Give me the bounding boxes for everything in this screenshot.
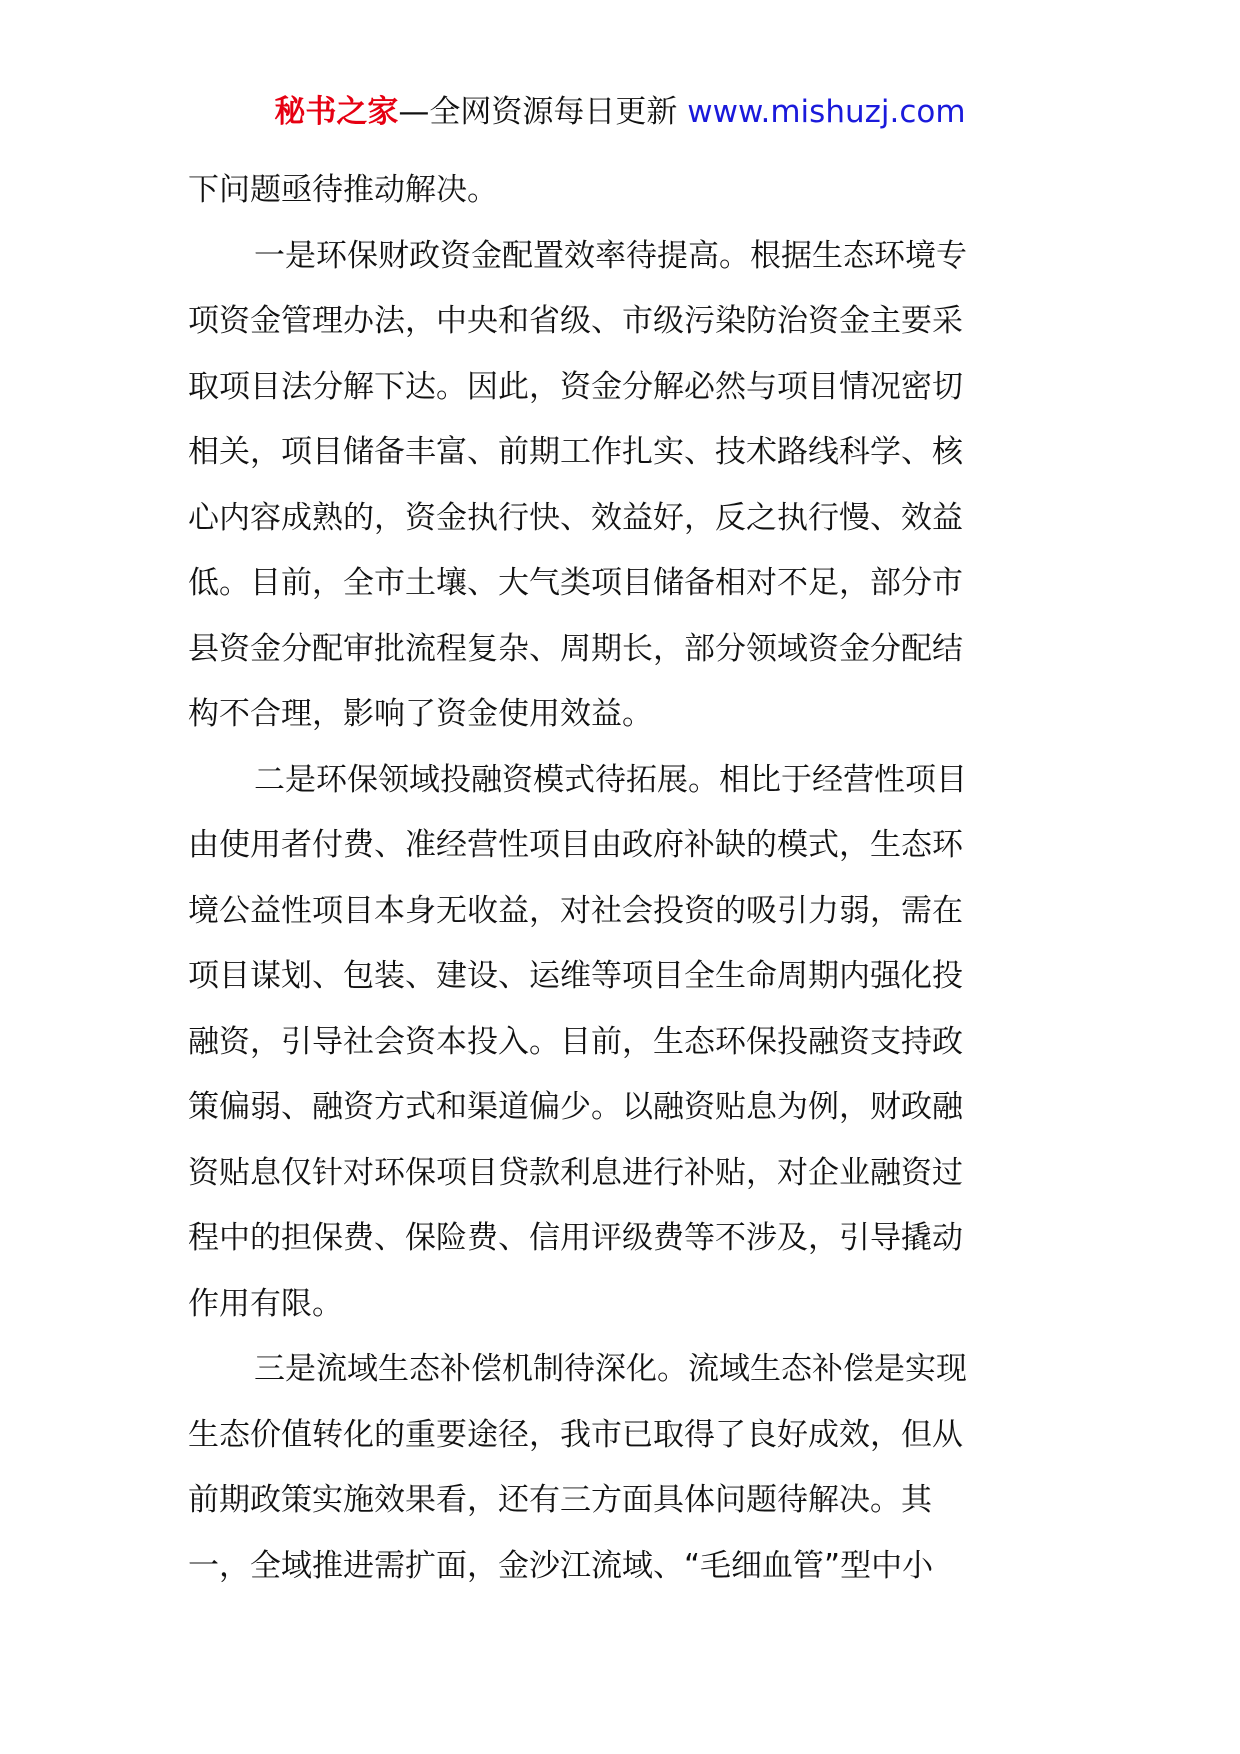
text-line: 生态价值转化的重要途径，我市已取得了良好成效，但从 — [188, 1416, 963, 1453]
text-line: 相关，项目储备丰富、前期工作扎实、技术路线科学、核 — [188, 434, 963, 470]
website-link[interactable]: www.mishuzj.com — [687, 94, 966, 130]
text-line: 构不合理，影响了资金使用效益。 — [188, 696, 653, 732]
text-line: 境公益性项目本身无收益，对社会投资的吸引力弱，需在 — [188, 892, 963, 929]
text-line: 心内容成熟的，资金执行快、效益好，反之执行慢、效益 — [188, 499, 963, 536]
text-line: 项资金管理办法，中央和省级、市级污染防治资金主要采 — [188, 303, 963, 339]
text-line: 融资，引导社会资本投入。目前，生态环保投融资支持政 — [188, 1023, 963, 1060]
text-line: 取项目法分解下达。因此，资金分解必然与项目情况密切 — [188, 368, 963, 405]
text-line: 项目谋划、包装、建设、运维等项目全生命周期内强化投 — [188, 958, 963, 994]
brand-name: 秘书之家 — [274, 94, 399, 130]
text-line: 由使用者付费、准经营性项目由政府补缺的模式，生态环 — [188, 827, 963, 863]
text-line: 一，全域推进需扩面，金沙江流域、“毛细血管”型中小 — [188, 1547, 934, 1584]
page-header — [0, 92, 1240, 132]
text-line: 县资金分配审批流程复杂、周期长，部分领域资金分配结 — [188, 630, 963, 667]
text-line: 程中的担保费、保险费、信用评级费等不涉及，引导撬动 — [188, 1220, 963, 1256]
document-body — [188, 158, 1058, 1599]
text-line: 策偏弱、融资方式和渠道偏少。以融资贴息为例，财政融 — [188, 1089, 963, 1125]
text-line: 资贴息仅针对环保项目贷款利息进行补贴，对企业融资过 — [188, 1154, 963, 1191]
header-tagline: —全网资源每日更新 — [398, 94, 688, 130]
text-line: 下问题亟待推动解决。 — [188, 172, 498, 208]
text-line: 前期政策实施效果看，还有三方面具体问题待解决。其 — [188, 1482, 932, 1518]
text-line: 一是环保财政资金配置效率待提高。根据生态环境专 — [254, 237, 967, 274]
text-line: 低。目前，全市土壤、大气类项目储备相对不足，部分市 — [188, 565, 963, 601]
text-line: 作用有限。 — [188, 1285, 343, 1322]
text-line: 二是环保领域投融资模式待拓展。相比于经营性项目 — [254, 761, 967, 798]
text-line: 三是流域生态补偿机制待深化。流域生态补偿是实现 — [254, 1351, 967, 1387]
